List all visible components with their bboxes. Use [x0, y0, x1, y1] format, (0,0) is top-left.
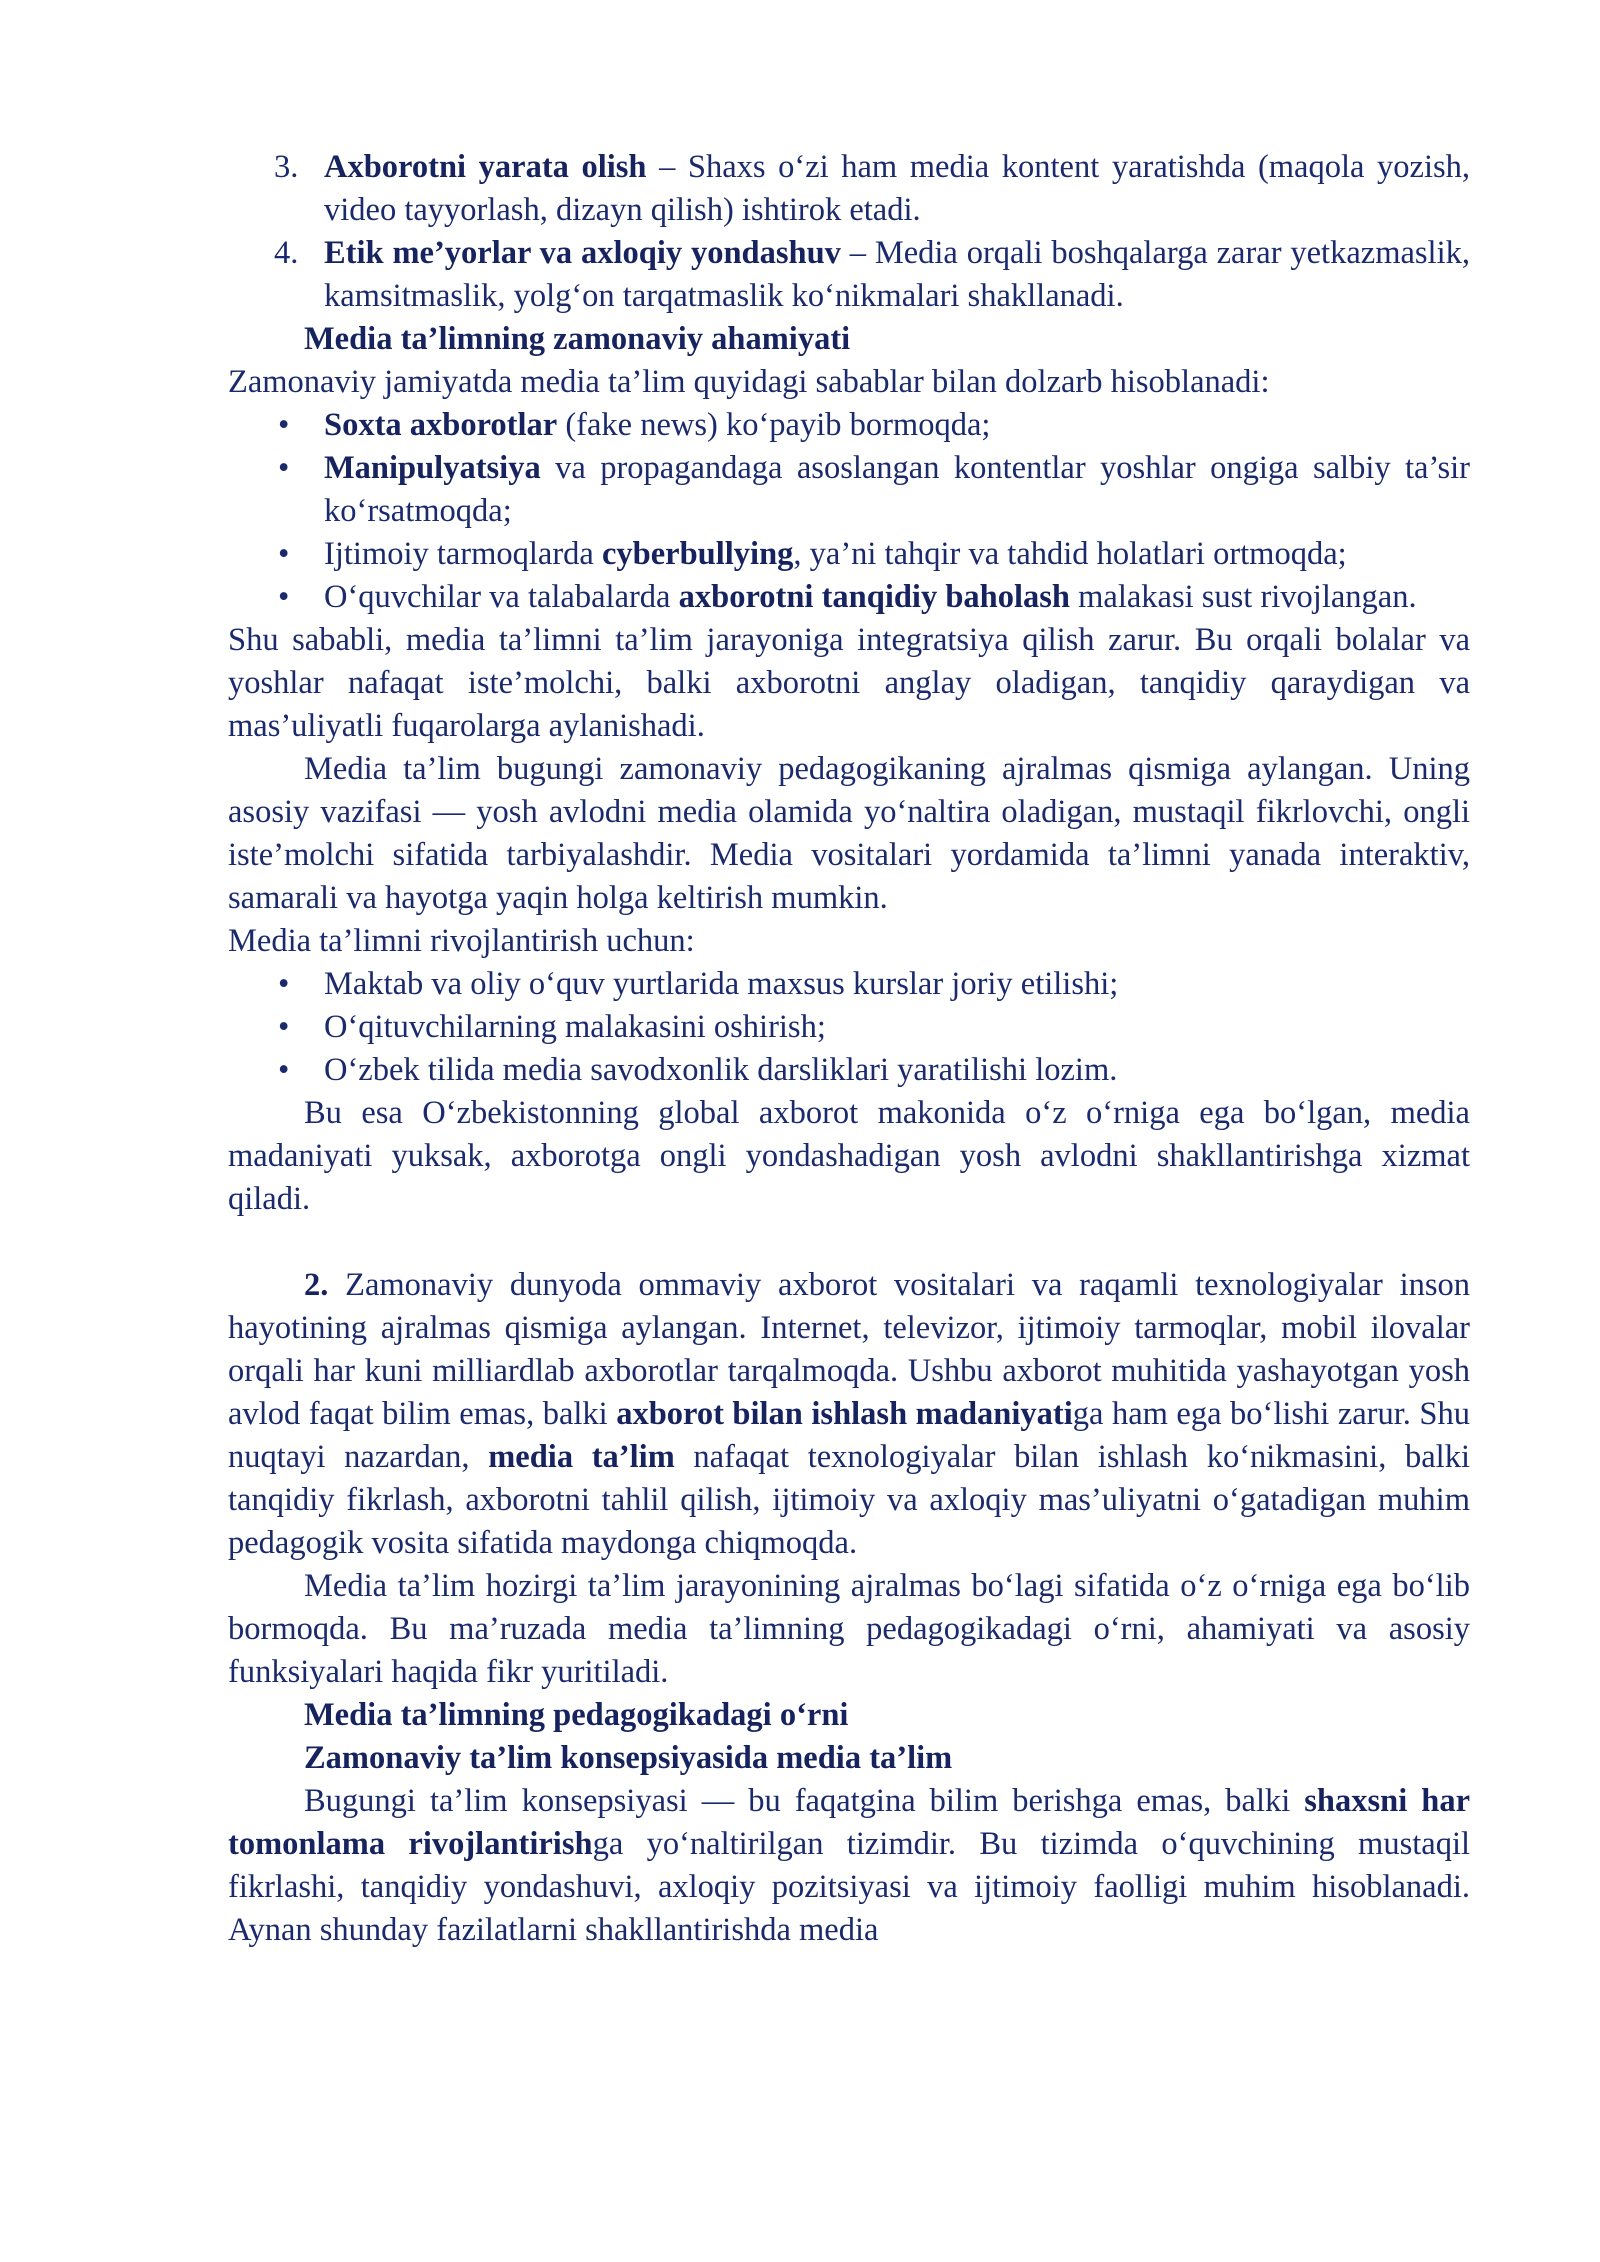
section-heading: Zamonaviy ta’lim konsepsiyasida media ta’lim — [304, 1740, 953, 1776]
bullet-icon: • — [278, 966, 290, 1002]
item-text: malakasi sust rivojlangan. — [1069, 579, 1417, 615]
list-item — [228, 533, 1470, 576]
emphasis: axborot bilan ishlash madaniyati — [616, 1396, 1073, 1432]
item-text: , ya’ni tahqir va tahdid holatlari ortmoqda; — [793, 536, 1347, 572]
list-item — [228, 1049, 1470, 1092]
item-text: Maktab va oliy o‘quv yurtlarida maxsus kurslar joriy etilishi; — [324, 966, 1119, 1002]
bullet-icon: • — [278, 579, 290, 615]
paragraph: Media ta’lim bugungi zamonaviy pedagogikaning ajralmas qismiga aylangan. Uning asosiy vazifasi — yosh avlodni media olamida yo‘naltira oladigan, mustaqil fikrlovchi, ongli iste’molchi sifatida tarbiyalashdir. Media vositalari yordamida ta’limni yanada interaktiv, samarali va hayotga yaqin holga keltirish mumkin. — [228, 751, 1470, 916]
paragraph: Media ta’lim hozirgi ta’lim jarayonining ajralmas bo‘lagi sifatida o‘z o‘rniga ega bo‘lib bormoqda. Bu ma’ruzada media ta’limning pedagogikadagi o‘rni, ahamiyati va asosiy funksiyalari haqida fikr yuritiladi. — [228, 1568, 1470, 1690]
bullet-list — [228, 963, 1470, 1092]
item-text: – Media orqali boshqalarga zarar yetkazmaslik, kamsitmaslik, yolg‘on tarqatmaslik ko‘nikmalari shakllanadi. — [324, 235, 1470, 314]
paragraph-text: nafaqat texnologiyalar bilan ishlash ko‘nikmasini, balki tanqidiy fikrlash, axborotni tahlil qilish, ijtimoiy va axloqiy mas’uliyatni o‘gatadigan muhim pedagogik vosita sifatida maydonga chiqmoqda. — [228, 1439, 1470, 1561]
paragraph: Bu esa O‘zbekistonning global axborot makonida o‘z o‘rniga ega bo‘lgan, media madaniyati yuksak, axborotga ongli yondashadigan yosh avlodni shakllantirishga xizmat qiladi. — [228, 1095, 1470, 1217]
paragraph — [228, 1780, 1470, 1952]
paragraph-text: Zamonaviy dunyoda ommaviy axborot vositalari va raqamli texnologiyalar inson hayotining ajralmas qismiga aylangan. Internet, televizor, ijtimoiy tarmoqlar, mobil ilovalar orqali har kuni milliardlab axborotlar tarqalmoqda. Ushbu axborot muhitida yashayotgan yosh avlod faqat bilim emas, balki — [228, 1267, 1470, 1432]
emphasis: media ta’lim — [488, 1439, 675, 1475]
list-item — [228, 576, 1470, 619]
item-text: (fake news) ko‘payib bormoqda; — [557, 407, 991, 443]
section-heading: Media ta’limning pedagogikadagi o‘rni — [304, 1697, 849, 1733]
list-item — [228, 404, 1470, 447]
spacer — [228, 1221, 1470, 1264]
paragraph: Shu sababli, media ta’limni ta’lim jarayoniga integratsiya qilish zarur. Bu orqali bolalar va yoshlar nafaqat iste’molchi, balki axborotni anglay oladigan, tanqidiy qaraydigan va mas’uliyatli fuqarolarga aylanishadi. — [228, 622, 1470, 744]
item-text: O‘qituvchilarning malakasini oshirish; — [324, 1009, 826, 1045]
item-text: O‘zbek tilida media savodxonlik darsliklari yaratilishi lozim. — [324, 1052, 1118, 1088]
document-page — [228, 146, 1470, 1952]
paragraph: Media ta’limni rivojlantirish uchun: — [228, 923, 695, 959]
item-text: Ijtimoiy tarmoqlarda — [324, 536, 602, 572]
item-text: va propagandaga asoslangan kontentlar yoshlar ongiga salbiy ta’sir ko‘rsatmoqda; — [324, 450, 1470, 529]
bullet-icon: • — [278, 1009, 290, 1045]
section-heading: Media ta’limning zamonaviy ahamiyati — [304, 321, 851, 357]
section-number: 2. — [304, 1267, 329, 1303]
numbered-item — [228, 146, 1470, 232]
item-term: Etik me’yorlar va axloqiy yondashuv — [324, 235, 841, 271]
numbered-item — [228, 232, 1470, 318]
bullet-icon: • — [278, 536, 290, 572]
item-term: axborotni tanqidiy baholash — [678, 579, 1070, 615]
paragraph-text: ga ham ega bo‘lishi zarur. Shu nuqtayi nazardan, — [228, 1396, 1470, 1475]
item-term: Soxta axborotlar — [324, 407, 558, 443]
bullet-icon: • — [278, 1052, 290, 1088]
item-term: Manipulyatsiya — [324, 450, 541, 486]
bullet-icon: • — [278, 450, 290, 486]
item-term: cyberbullying — [601, 536, 794, 572]
paragraph-text: ga yo‘naltirilgan tizimdir. Bu tizimda o‘quvchining mustaqil fikrlashi, tanqidiy yondashuvi, axloqiy pozitsiyasi va ijtimoiy faolligi muhim hisoblanadi. Aynan shunday fazilatlarni shakllantirishda media — [228, 1826, 1470, 1948]
item-term: Axborotni yarata olish — [324, 149, 647, 185]
list-item — [228, 963, 1470, 1006]
paragraph — [228, 1264, 1470, 1565]
item-text: O‘quvchilar va talabalarda — [324, 579, 679, 615]
paragraph-text: Bugungi ta’lim konsepsiyasi — bu faqatgina bilim berishga emas, balki — [304, 1783, 1305, 1819]
paragraph: Zamonaviy jamiyatda media ta’lim quyidagi sabablar bilan dolzarb hisoblanadi: — [228, 364, 1270, 400]
list-item — [228, 447, 1470, 533]
bullet-list — [228, 404, 1470, 619]
bullet-icon: • — [278, 407, 290, 443]
item-number: 3. — [274, 149, 299, 185]
item-number: 4. — [274, 235, 299, 271]
emphasis: shaxsni har tomonlama rivojlantirish — [228, 1783, 1470, 1862]
list-item — [228, 1006, 1470, 1049]
item-text: – Shaxs o‘zi ham media kontent yaratishda (maqola yozish, video tayyorlash, dizayn qilish) ishtirok etadi. — [324, 149, 1470, 228]
